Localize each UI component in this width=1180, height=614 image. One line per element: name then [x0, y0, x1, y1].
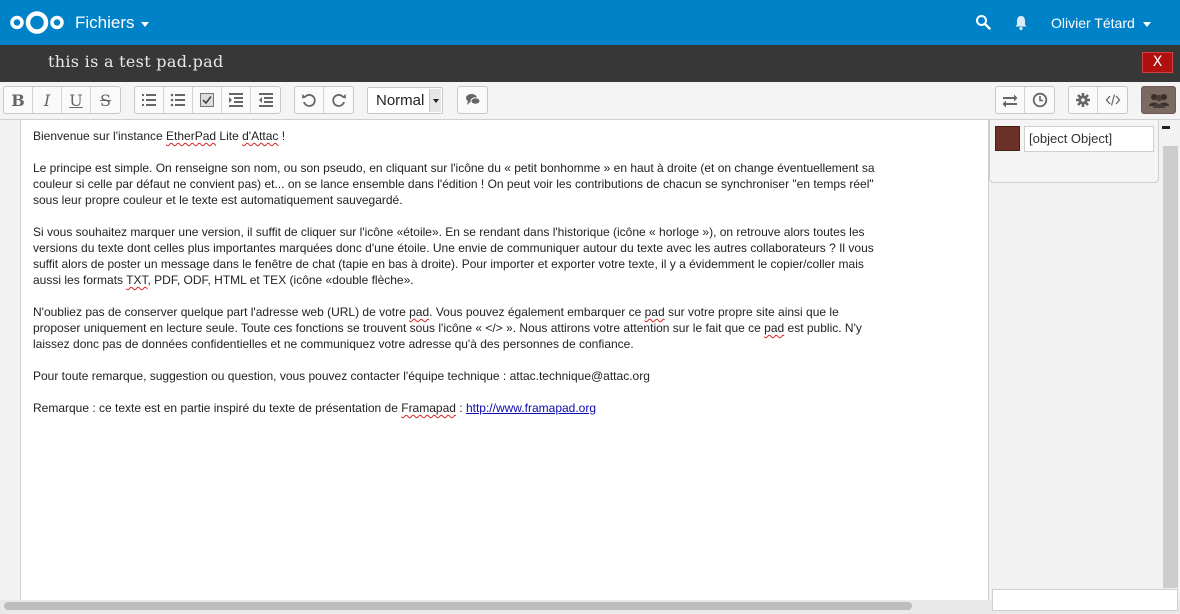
search-icon[interactable] — [975, 14, 991, 30]
settings-embed-group — [1068, 86, 1128, 114]
chevron-down-icon — [141, 22, 149, 27]
top-header — [0, 0, 1180, 45]
document-title: this is a test pad.pad — [48, 52, 224, 71]
horizontal-scrollbar-thumb[interactable] — [4, 602, 912, 610]
app-name-label: Fichiers — [75, 13, 135, 32]
paragraph: Si vous souhaitez marquer une version, il suffit de cliquer sur l'icône «étoile». En se rendant dans l'historique (icône « horloge »), on retrouve alors toutes les versions du texte dont celles plus importantes marquées donc d'une étoile. Une envie de communiquer autour du texte avec les autres collaborateurs ? Il vous suffit alors de poster un message dans le fenêtre de chat (tapie en bas à droite). Pour importer et exporter votre texte, il y a évidemment le copier/coller mais aussi les formats TXT, PDF, ODF, HTML et TEX (icône «double flèche». — [33, 225, 874, 287]
close-document-button[interactable]: X — [1142, 52, 1173, 73]
import-timeslider-group — [995, 86, 1055, 114]
timeslider-button[interactable] — [1025, 87, 1054, 113]
undo-button[interactable] — [295, 87, 324, 113]
bold-button[interactable]: B — [4, 87, 33, 113]
undo-icon — [301, 92, 317, 108]
minimize-icon[interactable] — [1162, 126, 1170, 129]
app-menu[interactable] — [75, 13, 149, 33]
chevron-down-icon — [429, 89, 441, 112]
framapad-link[interactable]: http://www.framapad.org — [465, 401, 597, 415]
user-name-label: Olivier Tétard — [1051, 15, 1135, 31]
show-users-button[interactable] — [1141, 86, 1176, 114]
users-icon — [1148, 92, 1170, 108]
ordered-list-button[interactable] — [135, 87, 164, 113]
outdent-icon — [258, 92, 274, 108]
gear-icon — [1075, 92, 1091, 108]
task-list-button[interactable] — [193, 87, 222, 113]
import-export-button[interactable] — [996, 87, 1025, 113]
paragraph-style-select[interactable] — [367, 87, 443, 114]
user-color-swatch[interactable] — [995, 126, 1020, 151]
document-title-bar — [0, 45, 1180, 82]
unordered-list-icon — [170, 92, 186, 108]
nextcloud-logo-icon[interactable] — [8, 9, 66, 36]
paragraph: Pour toute remarque, suggestion ou question, vous pouvez contacter l'équipe technique : attac.technique@attac.org — [33, 369, 650, 383]
paragraph: Le principe est simple. On renseigne son nom, ou son pseudo, en cliquant sur l'icône du « petit bonhomme » en haut à droite (et on change éventuellement sa couleur si celle par défaut ne convient pas) et... on se lance ensemble dans l'édition ! On peut voir les contributions de chacun se synchroniser "en temps réel" sous leur propre couleur et le texte est automatiquement sauvegardé. — [33, 161, 875, 207]
unordered-list-button[interactable] — [164, 87, 193, 113]
ordered-list-icon — [141, 92, 157, 108]
user-menu[interactable] — [1051, 15, 1151, 31]
text-format-group — [3, 86, 121, 114]
comment-group — [457, 86, 488, 114]
redo-button[interactable] — [324, 87, 353, 113]
code-icon — [1105, 92, 1121, 108]
underline-button[interactable]: U — [62, 87, 91, 113]
chevron-down-icon — [1143, 22, 1151, 27]
paragraph-style-value: Normal — [376, 92, 425, 109]
paragraph: N'oubliez pas de conserver quelque part l'adresse web (URL) de votre pad. Vous pouvez également embarquer ce pad sur votre propre site ainsi que le proposer uniquement en lecture seule. Toute ces fonctions se trouvent sous l'icône « </> ». Nous attirons votre attention sur le fait que ce pad est public. N'y laissez donc pas de données confidentielles et ne communiquez votre adresse qu'à des personnes de confiance. — [33, 305, 862, 351]
history-group — [294, 86, 354, 114]
strikethrough-button[interactable]: S — [100, 90, 111, 110]
comment-icon — [465, 92, 481, 108]
outdent-button[interactable] — [251, 87, 280, 113]
vertical-scrollbar[interactable] — [1163, 146, 1178, 588]
double-arrow-icon — [1002, 92, 1018, 108]
paragraph: Bienvenue sur l'instance EtherPad Lite d'Attac ! — [33, 129, 286, 143]
redo-icon — [331, 92, 347, 108]
line-gutter — [0, 120, 21, 600]
list-format-group — [134, 86, 281, 114]
user-name-field[interactable]: [object Object] — [1024, 126, 1154, 152]
embed-button[interactable] — [1098, 87, 1127, 113]
indent-icon — [228, 92, 244, 108]
clock-icon — [1032, 92, 1048, 108]
settings-button[interactable] — [1069, 87, 1098, 113]
checkbox-icon — [199, 92, 215, 108]
indent-button[interactable] — [222, 87, 251, 113]
comment-button[interactable] — [458, 87, 487, 113]
chat-input[interactable] — [992, 589, 1178, 611]
italic-button[interactable]: I — [33, 87, 62, 113]
paragraph: Remarque : ce texte est en partie inspiré du texte de présentation de Framapad : http://www.framapad.org — [33, 401, 597, 415]
notifications-bell-icon[interactable] — [1014, 15, 1028, 31]
pad-editor[interactable] — [21, 120, 989, 600]
editor-content[interactable] — [33, 128, 883, 432]
